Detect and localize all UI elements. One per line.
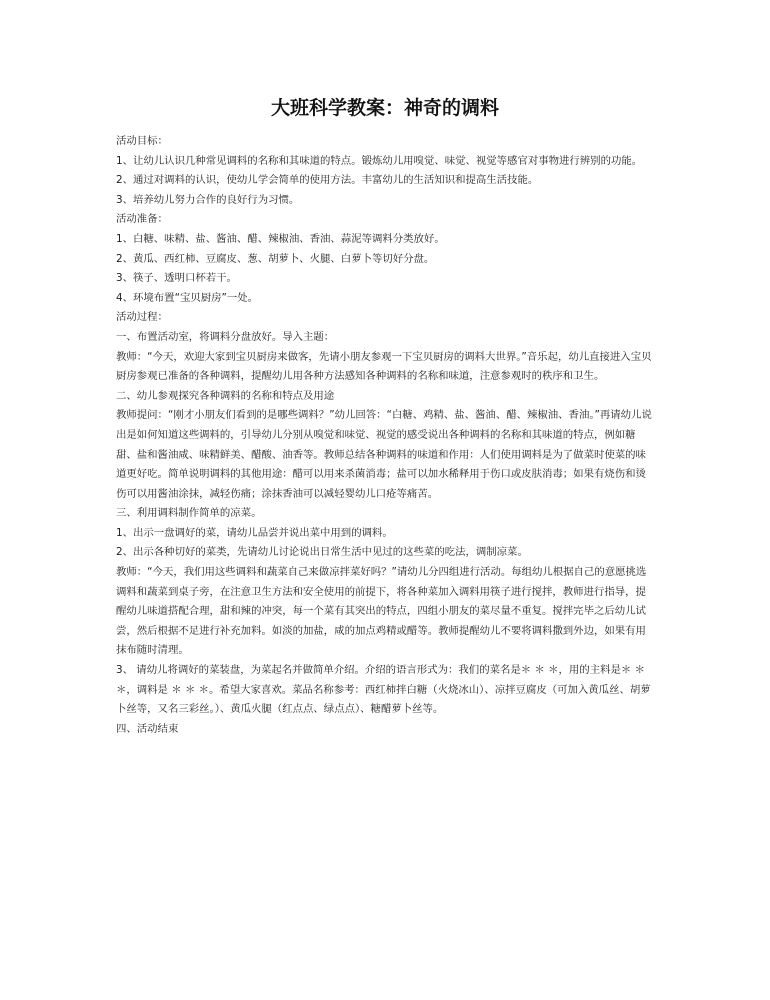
paragraph: 1、出示一盘调好的菜，请幼儿品尝并说出菜中用到的调料。 — [116, 526, 393, 539]
paragraph: 活动过程： — [116, 311, 168, 324]
paragraph: 三、利用调料制作简单的凉菜。 — [116, 507, 262, 520]
document-title: 大班科学教案：神奇的调料 — [270, 97, 499, 119]
paragraph: 一、布置活动室，将调料分盘放好。导入主题： — [116, 330, 335, 343]
paragraph: 活动目标： — [116, 135, 168, 147]
paragraph: 教师：“今天，我们用这些调料和蔬菜自己来做凉拌菜好吗？”请幼儿分四组进行活动。每组幼儿根据自己的意愿挑选调料和蔬菜到桌子旁，在注意卫生方法和安全使用的前提下，将各种菜加入调料用筷子进行搅拌，教师进行指导，提醒幼儿味道搭配合理，甜和辣的冲突，每一个菜有其突出的特点，四组小朋友的菜尽量不重复。搅拌完毕之后幼儿试尝，然后根据不足进行补充加料。如淡的加盐，咸的加点鸡精或醋等。教师提醒幼儿不要将调料撒到外边，如果有用抹布随时清理。 — [116, 566, 647, 657]
paragraph: 二、幼儿参观探究各种调料的名称和特点及用途 — [116, 389, 335, 402]
paragraph: 2、通过对调料的认识，使幼儿学会简单的使用方法。丰富幼儿的生活知识和提高生活技能。 — [116, 174, 539, 187]
paragraph: 1、白糖、味精、盐、酱油、醋、辣椒油、香油、蒜泥等调料分类放好。 — [116, 232, 445, 245]
paragraph: 3、筷子、透明口杯若干。 — [116, 272, 237, 285]
paragraph: 教师提问：“刚才小朋友们看到的是哪些调料？”幼儿回答：“白糖、鸡精、盐、酱油、醋、辣椒油、香油。”再请幼儿说出是如何知道这些调料的，引导幼儿分别从嗅觉和味觉、视觉的感受说出各种调料的名称和其味道的特点，例如糖甜、盐和酱油咸、味精鲜美、醋酸、油香等。教师总结各种调料的味道和作用：人们使用调料是为了做菜时使菜的味道更好吃。简单说明调料的其他用途：醋可以用来杀菌消毒；盐可以加水稀释用于伤口或皮肤消毒；如果有烧伤和烫伤可以用酱油涂抹，减轻伤痛；涂抹香油可以减轻婴幼儿口疮等痛苦。 — [116, 409, 652, 500]
paragraph: 教师：“今天，欢迎大家到宝贝厨房来做客，先请小朋友参观一下宝贝厨房的调料大世界。”音乐起，幼儿直接进入宝贝厨房参观已准备的各种调料，提醒幼儿用各种方法感知各种调料的名称和味道，注意参观时的秩序和卫生。 — [116, 350, 652, 383]
paragraph: 3、 请幼儿将调好的菜装盘，为菜起名并做简单介绍。介绍的语言形式为：我们的菜名是＊ ＊ ＊，用的主料是＊ ＊ ＊，调料是 ＊ ＊ ＊。希望大家喜欢。菜品名称参考：西红柿拌白糖（火烧冰山）、凉拌豆腐皮（可加入黄瓜丝、胡萝卜丝等，又名三彩丝。）、黄瓜火腿（红点点、绿点点）、糖醋萝卜丝等。 — [116, 664, 651, 716]
paragraph: 1、让幼儿认识几种常见调料的名称和其味道的特点。锻炼幼儿用嗅觉、味觉、视觉等感官对事物进行辨别的功能。 — [116, 154, 643, 167]
paragraph: 4、环境布置“宝贝厨房”一处。 — [116, 291, 259, 304]
document-body — [116, 132, 654, 739]
paragraph: 四、活动结束 — [116, 722, 179, 735]
paragraph: 2、出示各种切好的菜类，先请幼儿讨论说出日常生活中见过的这些菜的吃法，调制凉菜。 — [116, 546, 528, 559]
paragraph: 活动准备： — [116, 213, 168, 226]
paragraph: 3、培养幼儿努力合作的良好行为习惯。 — [116, 193, 300, 206]
paragraph: 2、黄瓜、西红柿、豆腐皮、葱、胡萝卜、火腿、白萝卜等切好分盘。 — [116, 252, 435, 265]
